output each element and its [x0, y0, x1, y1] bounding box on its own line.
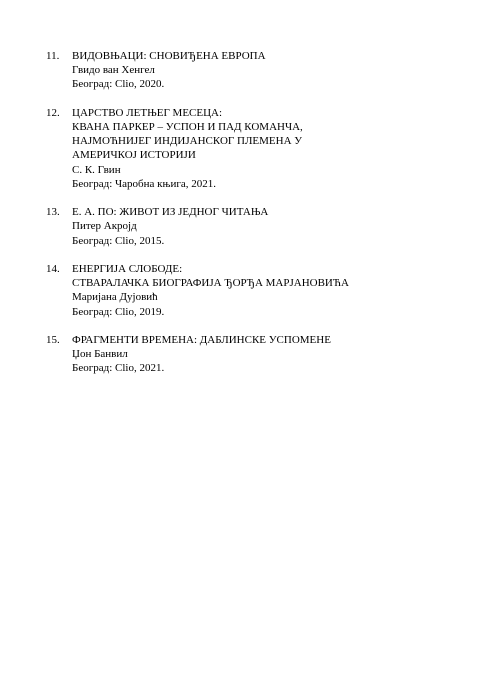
entry-title: ВИДОВЊАЦИ: СНОВИЂЕНА ЕВРОПА [72, 50, 266, 62]
entry-content [72, 205, 446, 248]
list-item [46, 262, 446, 319]
list-item [46, 205, 446, 248]
entry-number: 11. [46, 50, 60, 62]
entry-title: КВАНА ПАРКЕР – УСПОН И ПАД КОМАНЧА, [72, 121, 303, 133]
entry-publication: Београд: Clio, 2021. [72, 362, 165, 375]
entry-title: АМЕРИЧКОЈ ИСТОРИЈИ [72, 149, 196, 162]
entry-title: ЦАРСТВО ЛЕТЊЕГ МЕСЕЦА: [72, 106, 223, 119]
entry-author: Питер Акројд [72, 220, 137, 233]
entry-number: 12. [46, 106, 60, 119]
entry-title: ЕНЕРГИЈА СЛОБОДЕ: [72, 263, 183, 275]
entry-content [72, 262, 446, 319]
list-item [46, 333, 446, 376]
entry-content [72, 333, 446, 376]
entry-content [72, 106, 446, 191]
list-item [46, 49, 446, 92]
entry-number: 13. [46, 206, 60, 219]
entry-content [72, 49, 446, 92]
entry-author: Маријана Дујовић [72, 291, 158, 304]
entry-title: СТВАРАЛАЧКА БИОГРАФИЈА ЂОРЂА МАРЈАНОВИЋА [72, 277, 349, 290]
entry-publication: Београд: Clio, 2020. [72, 78, 165, 91]
entry-publication: Београд: Clio, 2019. [72, 305, 165, 318]
entry-author: Џон Банвил [72, 348, 128, 361]
bibliography-list [46, 49, 446, 390]
entry-title: Е. А. ПО: ЖИВОТ ИЗ ЈЕДНОГ ЧИТАЊА [72, 206, 269, 219]
entry-number: 14. [46, 263, 60, 275]
list-item [46, 106, 446, 191]
entry-author: С. К. Гвин [72, 163, 121, 176]
entry-publication: Београд: Clio, 2015. [72, 234, 165, 247]
entry-title: ФРАГМЕНТИ ВРЕМЕНА: ДАБЛИНСКЕ УСПОМЕНЕ [72, 334, 331, 346]
entry-author: Гвидо ван Хенгел [72, 64, 155, 77]
entry-title: НАЈМОЋНИЈЕГ ИНДИЈАНСКОГ ПЛЕМЕНА У [72, 135, 303, 148]
entry-publication: Београд: Чаробна књига, 2021. [72, 177, 216, 190]
entry-number: 15. [46, 334, 60, 346]
